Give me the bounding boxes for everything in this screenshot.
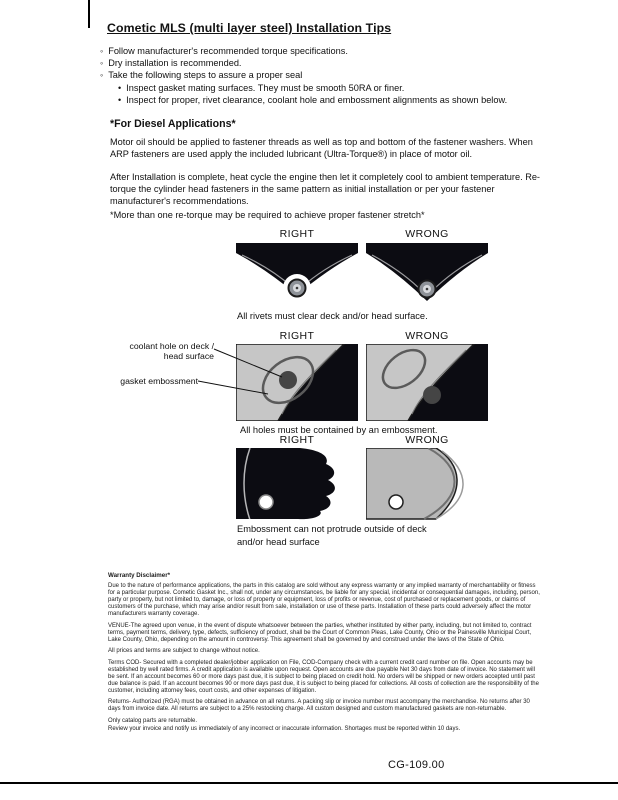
coolant-hole-wrong-diagram xyxy=(366,344,488,421)
holes-caption: All holes must be contained by an embossment. xyxy=(240,425,438,435)
legal-section xyxy=(108,572,542,737)
wrong-label-row3: WRONG xyxy=(405,434,449,446)
sub-tip-item: • Inspect gasket mating surfaces. They must be smooth 50RA or finer. xyxy=(118,82,570,94)
retorque-note: *More than one re-torque may be required to achieve proper fastener stretch* xyxy=(110,210,425,220)
diesel-applications-heading: *For Diesel Applications* xyxy=(110,118,236,130)
legal-paragraph: Review your invoice and notify us immediately of any incorrect or inaccurate information. Shortages must be reported within 10 days. xyxy=(108,725,461,732)
tip-item: ◦ Dry installation is recommended. xyxy=(100,57,570,69)
tip-item: ◦ Follow manufacturer's recommended torque specifications. xyxy=(100,45,570,57)
bottom-rule xyxy=(0,782,618,784)
gasket-embossment-callout-label: gasket embossment xyxy=(120,376,198,386)
legal-heading: Warranty Disclaimer* xyxy=(108,572,171,579)
rivet-wrong-diagram xyxy=(366,243,488,305)
legal-paragraph: All prices and terms are subject to change without notice. xyxy=(108,648,260,654)
legal-paragraph: Due to the nature of performance applications, the parts in this catalog are sold without any express warranty or any implied warranty of merchantability or fitness for a particular purpose. Cometic Gasket Inc., shall not, under any circumstances, be liable for any special, incidental or consequential damages, including, person, party or property, but not limited to, damage, or loss of property or equipment, loss of profits or revenue, cost of purchased or replacement goods, or claims of customers of the purchase, which may arise and/or result from sale, installation or use of these parts. Installation of these parts could adversely affect the motor manufacturers warranty coverage. xyxy=(108,583,540,617)
right-label-row3: RIGHT xyxy=(279,434,315,446)
page-code: CG-109.00 xyxy=(388,759,445,771)
right-label-row2: RIGHT xyxy=(279,330,315,342)
rivet-right-diagram xyxy=(236,243,358,305)
coolant-hole-callout-label: coolant hole on deck / head surface xyxy=(129,341,214,361)
crop-mark xyxy=(88,0,90,28)
right-label-row1: RIGHT xyxy=(279,228,315,240)
tip-item: ◦ Take the following steps to assure a proper seal xyxy=(100,69,570,81)
page-title: Cometic MLS (multi layer steel) Installation Tips xyxy=(107,21,392,35)
wrong-label-row2: WRONG xyxy=(405,330,449,342)
embossment-right-diagram xyxy=(236,448,358,520)
tips-list xyxy=(100,45,570,106)
protrude-caption: Embossment can not protrude outside of deck and/or head surface xyxy=(237,524,427,547)
legal-paragraph: Only catalog parts are returnable. xyxy=(108,717,198,724)
diesel-paragraph-1: Motor oil should be applied to fastener threads as well as top and bottom of the fastener washers. When ARP fasteners are used apply the included lubricant (Ultra-Torque®) in place of motor oil. xyxy=(110,137,533,160)
rivet-caption: All rivets must clear deck and/or head surface. xyxy=(237,311,428,321)
coolant-hole-right-diagram xyxy=(236,344,358,421)
embossment-wrong-diagram xyxy=(366,448,488,520)
diesel-paragraph-2: After Installation is complete, heat cycle the engine then let it completely cool to ambient temperature. Re-torque the cylinder head fasteners in the same pattern as initial installation or per your fastener manufacturer's recommendations. xyxy=(110,172,540,207)
sub-tip-item: • Inspect for proper, rivet clearance, coolant hole and embossment alignments as shown below. xyxy=(118,94,570,106)
legal-paragraph: Returns- Authorized (RGA) must be obtained in advance on all returns. A packing slip or invoice number must accompany the merchandise. No returns after 30 days from invoice date. All returns are subject to a 25% restocking charge. All custom designed and custom manufactured gaskets are non-returnable. xyxy=(108,699,530,712)
legal-paragraph: VENUE-The agreed upon venue, in the event of dispute whatsoever between the parties, whether instituted by either party, including, but not limited to, contract terms, payment terms, delivery, type, defects, sufficiency of product, shall be the Court of Common Pleas, Lake County, Ohio or the Painesville Municipal Court, Lake County, Ohio, depending on the amount in controversy. This agreement shall be governed by and construed under the laws of the State of Ohio. xyxy=(108,622,532,643)
legal-paragraph: Terms COD- Secured with a completed dealer/jobber application on File, COD-Company check with a current credit card number on file. Open accounts may be established by well rated firms. A credit application is available upon request. Open accounts are due payable Net 30 days from date of invoice. No statement will be sent. If an account becomes 60 or more days past due, it is subject to being placed on credit hold. No orders will be shipped or new orders accepted until past due balance is paid. If an account becomes 90 or more days past due, it is subject to being placed for collections. All costs of collection are the responsibility of the customer, including attorney fees, court costs, and other expenses of litigation. xyxy=(108,659,539,694)
wrong-label-row1: WRONG xyxy=(405,228,449,240)
